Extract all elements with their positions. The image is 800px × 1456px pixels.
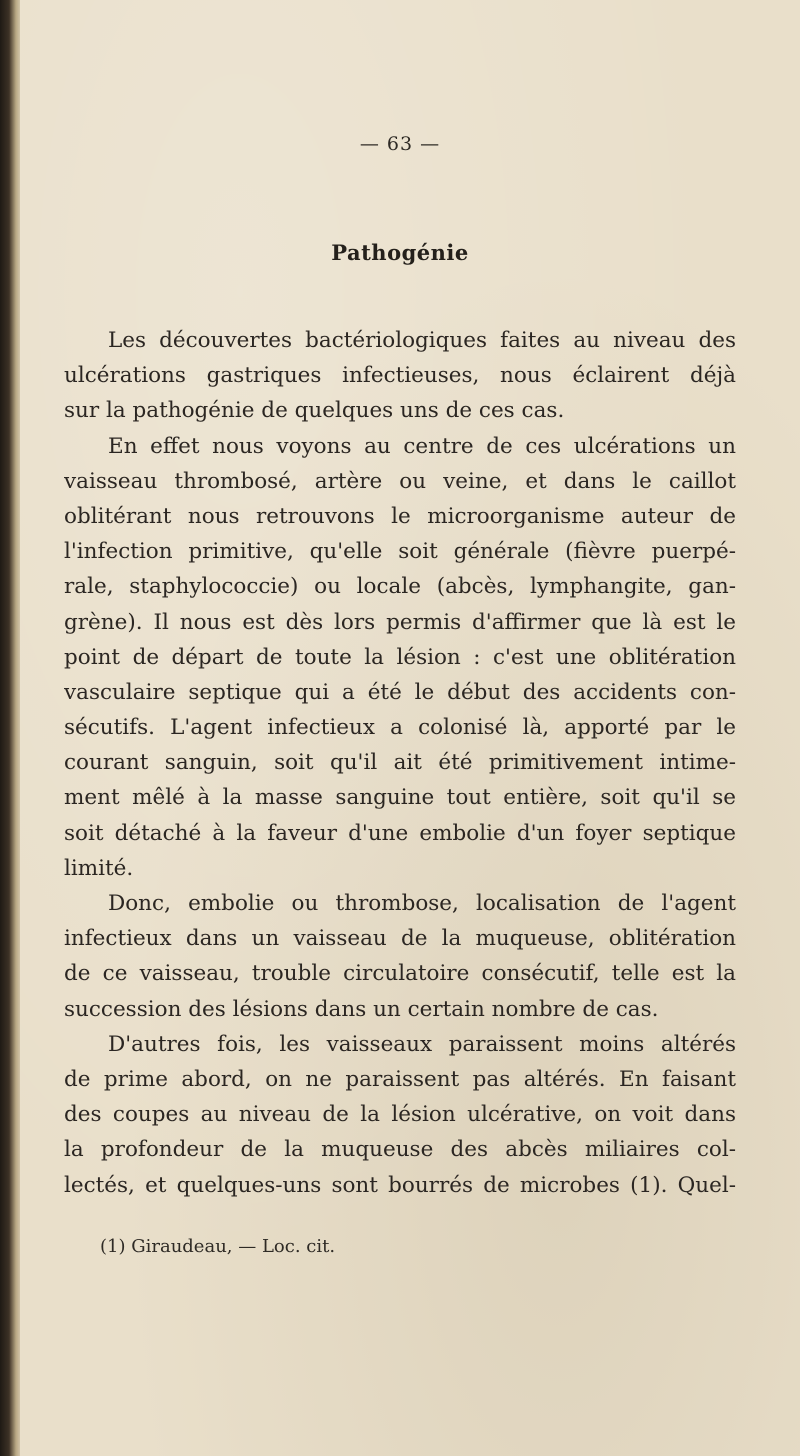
body-text <box>64 323 736 1203</box>
text-line: soit détaché à la faveur d'une embolie d'un foyer septique <box>64 820 736 846</box>
book-spine-shadow <box>0 0 20 1456</box>
text-line: de prime abord, on ne paraissent pas altérés. En faisant <box>64 1066 736 1092</box>
text-line: Donc, embolie ou thrombose, localisation de l'agent <box>108 891 736 916</box>
text-line: limité. <box>64 855 134 881</box>
text-line: des coupes au niveau de la lésion ulcérative, on voit dans <box>64 1102 736 1128</box>
text-line: oblitérant nous retrouvons le microorganisme auteur de <box>64 503 736 529</box>
text-line: infectieux dans un vaisseau de la muqueuse, oblitération <box>64 926 736 952</box>
text-line: D'autres fois, les vaisseaux paraissent moins altérés <box>108 1031 736 1057</box>
text-line: courant sanguin, soit qu'il ait été primitivement intime- <box>64 750 736 776</box>
text-line: de ce vaisseau, trouble circulatoire consécutif, telle est la <box>64 961 736 987</box>
text-line: sécutifs. L'agent infectieux a colonisé là, apporté par le <box>64 715 736 741</box>
text-line: En effet nous voyons au centre de ces ulcérations un <box>108 433 736 459</box>
text-line: lectés, et quelques-uns sont bourrés de microbes (1). Quel- <box>64 1172 736 1198</box>
text-line: sur la pathogénie de quelques uns de ces cas. <box>64 398 565 424</box>
section-heading: Pathogénie <box>331 240 469 265</box>
text-line: grène). Il nous est dès lors permis d'affirmer que là est le <box>64 609 736 635</box>
text-line: vaisseau thrombosé, artère ou veine, et dans le caillot <box>64 468 736 494</box>
text-line: rale, staphylococcie) ou locale (abcès, lymphangite, gan- <box>64 574 736 600</box>
text-line: la profondeur de la muqueuse des abcès miliaires col- <box>64 1137 736 1163</box>
book-page <box>64 0 736 1456</box>
text-line: ulcérations gastriques infectieuses, nous éclairent déjà <box>64 363 736 389</box>
text-line: point de départ de toute la lésion : c'est une oblitération <box>64 644 736 670</box>
text-line: ment mêlé à la masse sanguine tout entière, soit qu'il se <box>64 785 736 811</box>
footnote: (1) Giraudeau, — Loc. cit. <box>100 1236 336 1257</box>
text-line: Les découvertes bactériologiques faites au niveau des <box>108 328 736 353</box>
text-line: succession des lésions dans un certain nombre de cas. <box>64 996 659 1022</box>
text-line: vasculaire septique qui a été le début des accidents con- <box>64 679 736 705</box>
page-number: — 63 — <box>359 133 441 155</box>
text-line: l'infection primitive, qu'elle soit générale (fièvre puerpé- <box>64 539 736 565</box>
